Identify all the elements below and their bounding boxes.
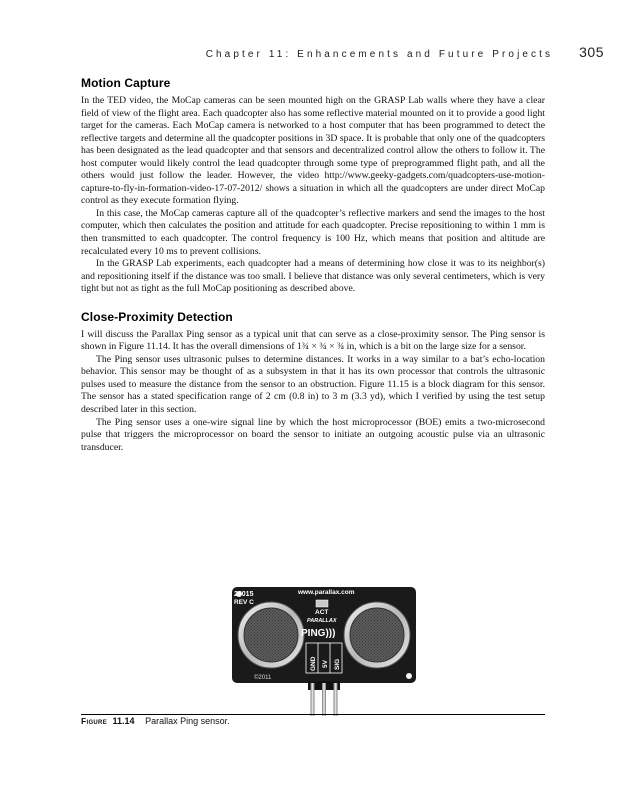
brand-logo: PARALLAX: [307, 618, 337, 624]
section-heading: Motion Capture: [81, 76, 171, 90]
figure-number: 11.14: [112, 716, 135, 726]
part-number: 28015: [234, 591, 254, 598]
caption-rule: [81, 714, 545, 715]
copyright-silkscreen: ©2011: [254, 675, 272, 681]
figure-caption-text: Parallax Ping sensor.: [145, 716, 230, 726]
act-led: [316, 600, 328, 607]
url-silkscreen: www.parallax.com: [298, 589, 355, 596]
left-transducer: [238, 602, 304, 668]
running-head: [80, 44, 604, 60]
pin-sig-label: SIG: [334, 658, 341, 670]
figure-ping-sensor: [226, 583, 422, 718]
paragraph: In the GRASP Lab experiments, each quadcopter had a means of determining how close it was to its neighbor(s) and repositioning itself if the distance was too small. I believe that distance was only several centimeters, which is very tight but not as tight as the full MoCap positioning as described above.: [81, 258, 545, 295]
paragraph: In the TED video, the MoCap cameras can be seen mounted high on the GRASP Lab walls where they have a clear field of view of the flight area. Each quadcopter also has some reflective material mounted on it to provide a good light target for the cameras. Each MoCap camera is networked to a host computer that has been programmed to detect the reflective targets and determine all the quadcopter positions in 3D space. It is probable that only one of the quadcopters has been designated as the lead quadcopter and that sensors and decentralized control allow the others to follow it. The host computer would likely control the lead quadcopter through some type of preprogrammed flight path, and all the others would just follow the leader. However, the video http://www.geeky-gadgets.com/quadcopters-use-motion-capture-to-fly-in-formation-video-17-07-2012/ shows a situation in which all the quadcopters are under direct MoCap control as they execute formation flying.: [81, 95, 545, 207]
section-close-proximity-detection: [81, 310, 545, 454]
ping-sensor-illustration: [226, 583, 422, 718]
section-motion-capture: [81, 76, 545, 296]
revision-label: REV C: [234, 599, 254, 606]
section-heading: Close-Proximity Detection: [81, 309, 233, 324]
chapter-title: Chapter 11: Enhancements and Future Projects: [205, 49, 554, 60]
figure-caption: [81, 716, 230, 726]
act-label: ACT: [315, 609, 329, 616]
page-number: 305: [579, 44, 604, 60]
paragraph: I will discuss the Parallax Ping sensor as a typical unit that can serve as a close-proximity sensor. The Ping sensor is shown in Figure 11.14. It has the overall dimensions of 1¾ × ¾ × ¾ in, which is a bit on the large size for a sensor.: [81, 328, 545, 353]
ping-logo: PING))): [301, 628, 336, 639]
pin-gnd-label: GND: [310, 656, 317, 671]
paragraph: The Ping sensor uses ultrasonic pulses to determine distances. It works in a way similar to a bat’s echo-location behavior. This sensor may be thought of as a subsystem in that it has its own processor that controls the ultrasonic pulses used to measure the distance from the sensor to an obstruction. Figure 11.15 is a block diagram for this sensor. The sensor has a stated specification range of 2 cm (0.8 in) to 3 m (3.3 yd), which I verified by using the test setup described later in this section.: [81, 353, 545, 416]
figure-label: Figure: [81, 716, 107, 726]
paragraph: The Ping sensor uses a one-wire signal line by which the host microprocessor (BOE) emits a two-microsecond pulse that triggers the microprocessor on board the sensor to initiate an outgoing acoustic pulse via an ultrasonic transducer.: [81, 416, 545, 453]
page-body: [81, 76, 545, 454]
pin-5v-label: 5V: [322, 660, 329, 668]
paragraph: In this case, the MoCap cameras capture all of the quadcopter’s reflective markers and send the images to the host computer, which then calculates the position and attitude for each quadcopter. Precise repositioning to within 1 mm is then transmitted to each quadcopter. The control frequency is 100 Hz, which means that position and altitude are recalculated every 10 ms to prevent collisions.: [81, 207, 545, 257]
mounting-hole: [406, 673, 412, 679]
header-pins: [308, 681, 340, 716]
right-transducer: [344, 602, 410, 668]
